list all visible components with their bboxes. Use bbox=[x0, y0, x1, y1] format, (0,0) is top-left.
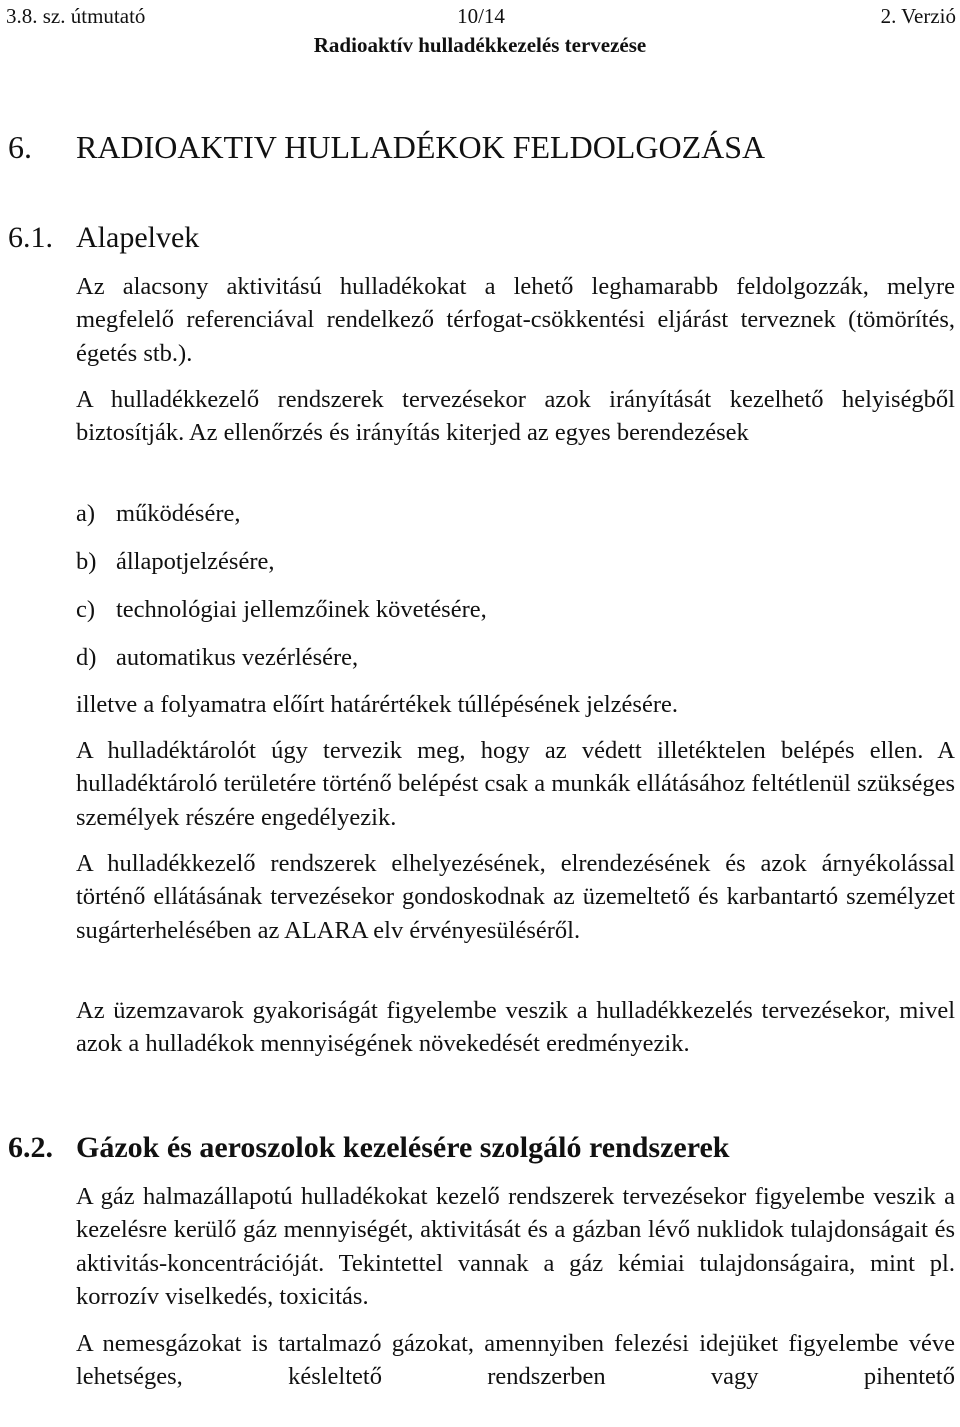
paragraph-text: A hulladéktárolót úgy tervezik meg, hogy az védett illetéktelen belépés ellen. A hulladéktároló területére történő belépést csak a munkák ellátásához feltétlenül szükséges személyek részére engedélyezik. bbox=[76, 737, 955, 831]
paragraph-text: Az üzemzavarok gyakoriságát figyelembe veszik a hulladékkezelés tervezésekor, mivel azok a hulladékok mennyiségének növekedését eredményezik. bbox=[76, 997, 955, 1058]
section-title: Gázok és aeroszolok kezelésére szolgáló rendszerek bbox=[76, 1131, 730, 1164]
list-item-label: c) bbox=[76, 596, 96, 623]
page-header bbox=[6, 2, 956, 30]
paragraph-text: A hulladékkezelő rendszerek tervezésekor azok irányítását kezelhető helyiségből biztosítják. Az ellenőrzés és irányítás kiterjed az egyes berendezések bbox=[76, 386, 955, 447]
paragraph-text: A hulladékkezelő rendszerek elhelyezésének, elrendezésének és azok árnyékolással történő ellátásának tervezésekor gondoskodnak az üzemeltető és karbantartó személyzet sugárterhelésében az ALARA elv érvényesüléséről. bbox=[76, 850, 955, 944]
list-item bbox=[76, 641, 358, 674]
section-title: Alapelvek bbox=[76, 221, 200, 254]
paragraph bbox=[76, 847, 955, 947]
list-item-label: a) bbox=[76, 500, 96, 527]
list-item-label: d) bbox=[76, 644, 97, 671]
section-number: 6.1. bbox=[8, 221, 53, 254]
paragraph bbox=[76, 688, 955, 721]
list-item bbox=[76, 593, 487, 626]
section-6-1-heading bbox=[8, 220, 199, 256]
paragraph-text: Az alacsony aktivitású hulladékokat a lehető leghamarabb feldolgozzák, melyre megfelelő referenciával rendelkező térfogat-csökkentési eljárást terveznek (tömörítés, égetés stb.). bbox=[76, 273, 955, 367]
list-item-text: automatikus vezérlésére, bbox=[116, 644, 359, 671]
list-item-text: működésére, bbox=[116, 500, 241, 527]
list-item-text: technológiai jellemzőinek követésére, bbox=[116, 596, 487, 623]
list-item-label: b) bbox=[76, 548, 97, 575]
paragraph bbox=[76, 270, 955, 370]
paragraph bbox=[76, 994, 955, 1061]
paragraph bbox=[76, 734, 955, 834]
paragraph-text: A nemesgázokat is tartalmazó gázokat, amennyiben felezési idejüket figyelembe véve lehetséges, késleltető rendszerben vagy pihentető bbox=[76, 1330, 955, 1391]
paragraph-text: A gáz halmazállapotú hulladékokat kezelő rendszerek tervezésekor figyelembe veszik a kezelésre kerülő gáz mennyiségét, aktivitását és a gázban lévő nuklidok tulajdonságait és aktivitás-koncentrációját. Tekintettel vannak a gáz kémiai tulajdonságaira, mint pl. korrozív viselkedés, toxicitás. bbox=[76, 1183, 955, 1310]
paragraph-text: illetve a folyamatra előírt határértékek túllépésének jelzésére. bbox=[76, 691, 678, 718]
version-label: 2. Verzió bbox=[880, 4, 956, 28]
section-title: RADIOAKTIV HULLADÉKOK FELDOLGOZÁSA bbox=[76, 129, 766, 165]
guide-number: 3.8. sz. útmutató bbox=[6, 4, 146, 28]
section-number: 6.2. bbox=[8, 1131, 53, 1164]
paragraph bbox=[76, 1327, 955, 1427]
list-item bbox=[76, 545, 274, 578]
section-6-heading bbox=[8, 128, 765, 166]
section-number: 6. bbox=[8, 129, 32, 165]
page-number: 10/14 bbox=[457, 4, 505, 28]
paragraph bbox=[76, 1180, 955, 1313]
section-6-2-heading bbox=[8, 1130, 729, 1166]
paragraph bbox=[76, 383, 955, 450]
document-title: Radioaktív hulladékkezelés tervezése bbox=[313, 33, 647, 57]
list-item bbox=[76, 497, 241, 530]
list-item-text: állapotjelzésére, bbox=[116, 548, 275, 575]
